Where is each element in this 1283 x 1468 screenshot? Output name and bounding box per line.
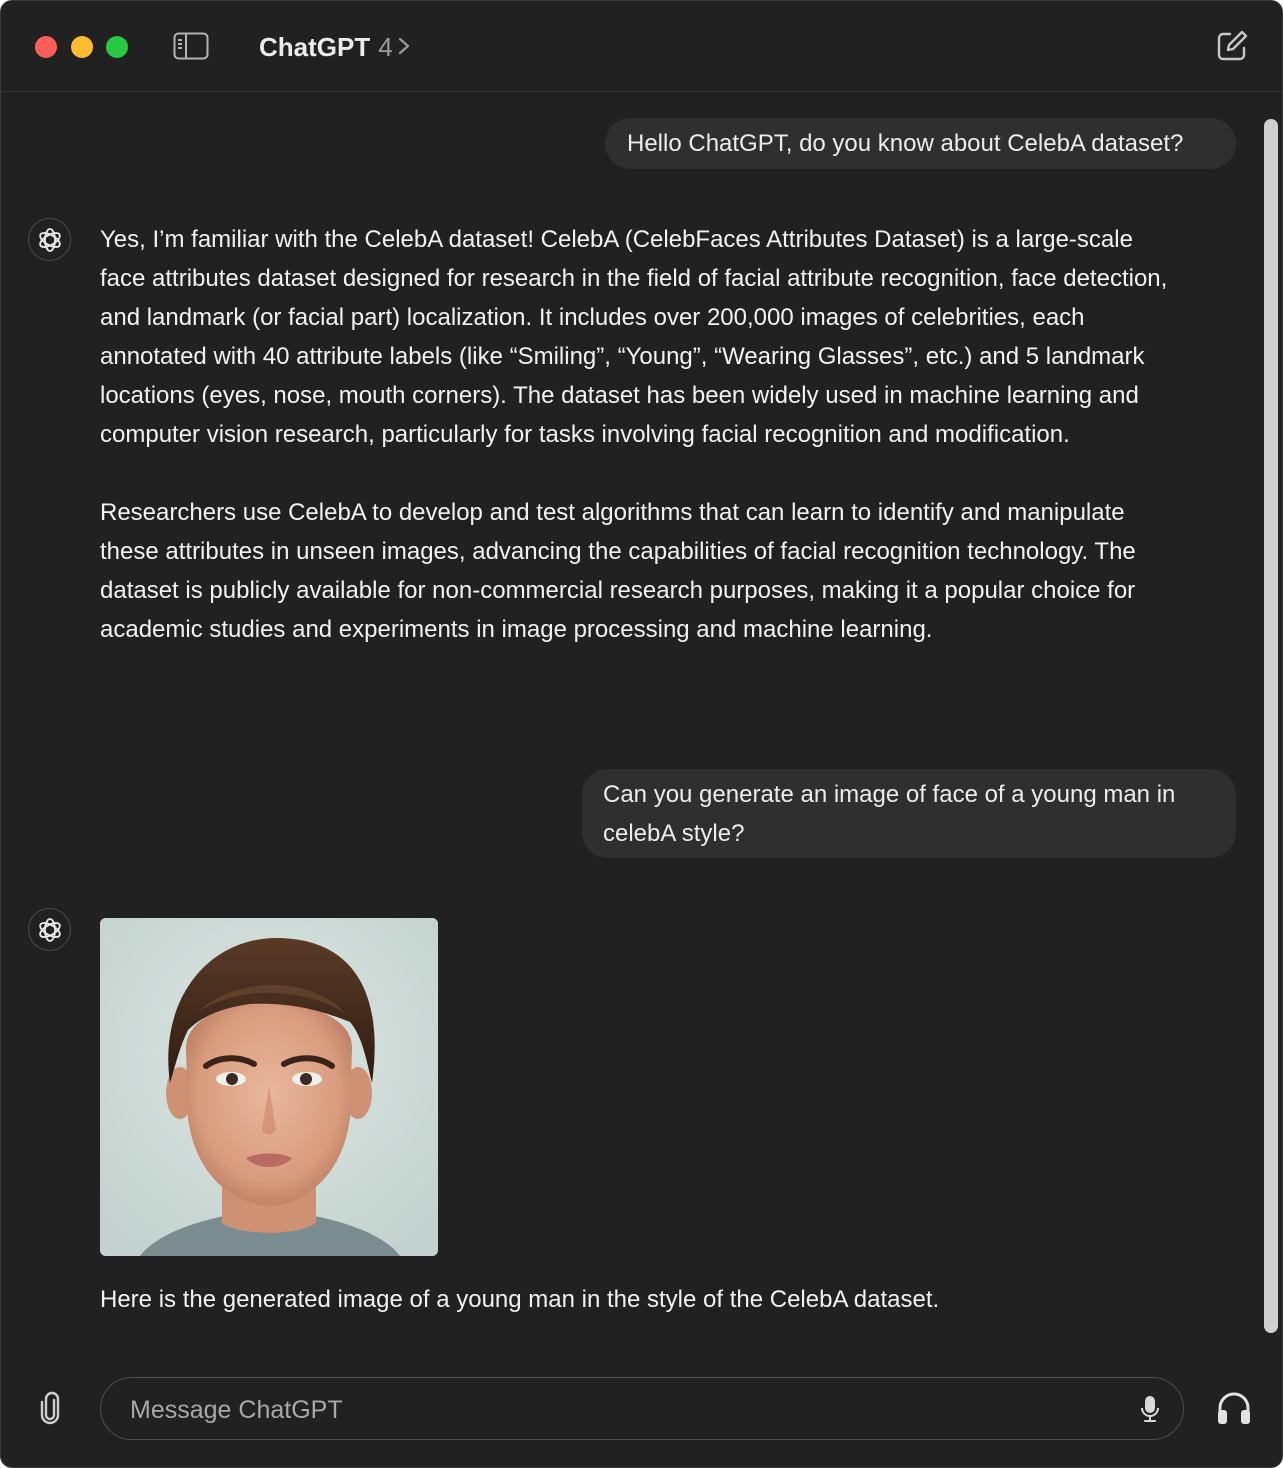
user-message: Hello ChatGPT, do you know about CelebA dataset? [605,118,1236,169]
generated-face-image[interactable] [100,918,438,1256]
title-bar [1,1,1282,92]
assistant-avatar [28,908,71,951]
paperclip-icon[interactable] [36,1391,64,1427]
message-paragraph: Researchers use CelebA to develop and test algorithms that can learn to identify and manipulate these attributes in unseen images, advancing the capabilities of facial recognition technology. The dataset is publicly available for non-commercial research purposes, making it a popular choice for academic studies and experiments in image processing and machine learning. [100,499,1136,643]
chevron-right-icon [397,36,411,56]
model-version: 4 [378,32,393,62]
openai-logo-icon [35,915,65,945]
close-window-button[interactable] [35,36,57,58]
user-message: Can you generate an image of face of a young man in celebA style? [582,769,1236,858]
message-composer [100,1377,1184,1440]
assistant-message: Here is the generated image of a young man in the style of the CelebA dataset. [100,1286,940,1313]
message-paragraph: Yes, I’m familiar with the CelebA dataset! CelebA (CelebFaces Attributes Dataset) is a large-scale face attributes dataset designed for research in the field of facial attribute recognition, face detection, and landmark (or facial part) localization. It includes over 200,000 images of celebrities, each annotated with 40 attribute labels (like “Smiling”, “Young”, “Wearing Glasses”, etc.) and 5 landmark locations (eyes, nose, mouth corners). The dataset has been widely used in machine learning and computer vision research, particularly for tasks involving facial recognition and modification. [100,226,1168,448]
minimize-window-button[interactable] [71,36,93,58]
zoom-window-button[interactable] [106,36,128,58]
assistant-message [100,220,1180,649]
sidebar-icon[interactable] [173,32,209,60]
message-input[interactable] [128,1390,1112,1430]
compose-icon[interactable] [1215,29,1249,63]
assistant-avatar [28,218,71,261]
scrollbar[interactable] [1264,119,1278,1333]
microphone-icon[interactable] [1140,1395,1160,1423]
openai-logo-icon [35,225,65,255]
headphones-icon[interactable] [1216,1391,1252,1425]
app-title: ChatGPT [259,32,371,62]
model-selector[interactable] [259,31,411,63]
